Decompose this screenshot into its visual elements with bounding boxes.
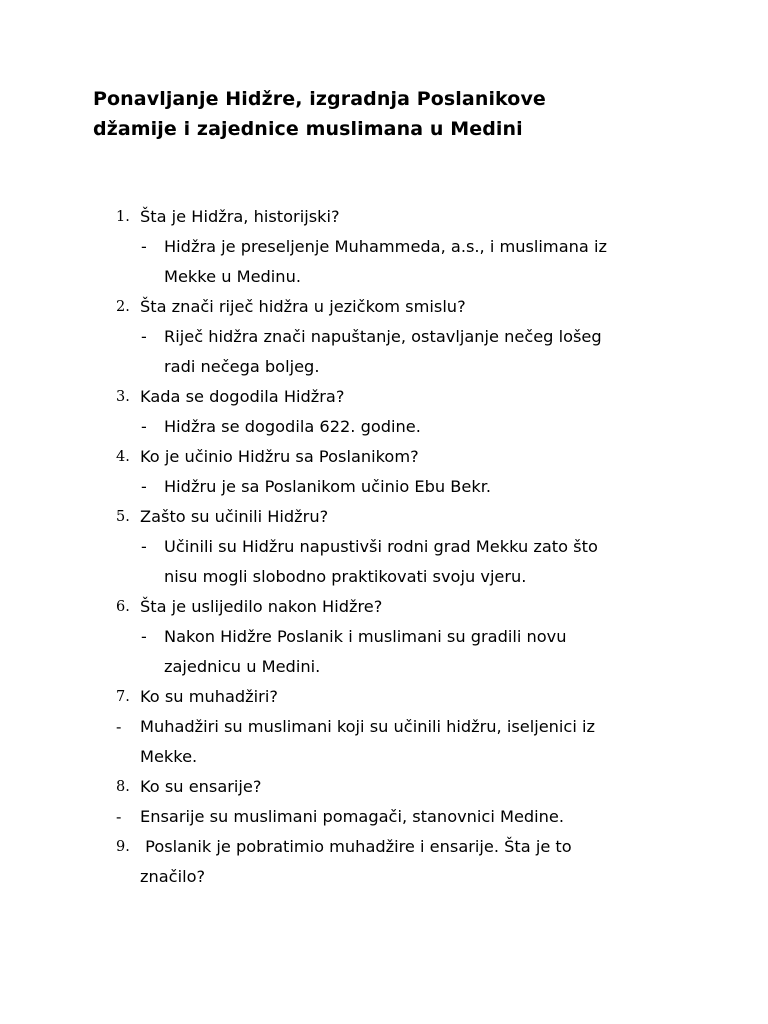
dash-bullet: - [116, 717, 122, 736]
question-text: Kada se dogodila Hidžra? [140, 387, 345, 406]
item-number: 1. [116, 209, 130, 225]
answer-line [0, 352, 768, 382]
answer-text: Hidžra se dogodila 622. godine. [164, 417, 421, 436]
answer-line [0, 232, 768, 262]
answer-text: Ensarije su muslimani pomagači, stanovnici Medine. [140, 807, 565, 826]
question-line [0, 202, 768, 232]
dash-bullet: - [116, 807, 122, 826]
dash-bullet: - [141, 417, 147, 436]
answer-text: Hidžru je sa Poslanikom učinio Ebu Bekr. [164, 477, 492, 496]
dash-bullet: - [141, 627, 147, 646]
answer-line [0, 412, 768, 442]
dash-bullet: - [141, 237, 147, 256]
answer-text: Riječ hidžra znači napuštanje, ostavljanje nečeg lošeg [164, 327, 602, 346]
item-number: 4. [116, 449, 130, 465]
item-number: 5. [116, 509, 130, 525]
answer-line [0, 262, 768, 292]
dash-bullet: - [141, 327, 147, 346]
answer-text: Mekke. [140, 747, 198, 766]
answer-text: Nakon Hidžre Poslanik i muslimani su gradili novu [164, 627, 567, 646]
question-text: značilo? [140, 867, 206, 886]
question-text: Ko su ensarije? [140, 777, 262, 796]
question-line [0, 862, 768, 892]
question-line [0, 382, 768, 412]
answer-line [0, 802, 768, 832]
document-title [93, 84, 713, 144]
answer-line [0, 562, 768, 592]
question-text: Ko su muhadžiri? [140, 687, 278, 706]
question-line [0, 292, 768, 322]
question-text: Poslanik je pobratimio muhadžire i ensarije. Šta je to [140, 837, 572, 856]
item-number: 9. [116, 839, 130, 855]
item-number: 8. [116, 779, 130, 795]
answer-line [0, 472, 768, 502]
answer-text: zajednicu u Medini. [164, 657, 321, 676]
answer-text: Mekke u Medinu. [164, 267, 301, 286]
question-text: Ko je učinio Hidžru sa Poslanikom? [140, 447, 419, 466]
question-text: Šta znači riječ hidžra u jezičkom smislu? [140, 297, 466, 316]
question-line [0, 832, 768, 862]
question-line [0, 772, 768, 802]
question-text: Šta je Hidžra, historijski? [140, 207, 340, 226]
answer-line [0, 712, 768, 742]
dash-bullet: - [141, 537, 147, 556]
answer-line [0, 652, 768, 682]
title-line-1: Ponavljanje Hidžre, izgradnja Poslanikove [93, 88, 546, 110]
answer-line [0, 742, 768, 772]
answer-text: Muhadžiri su muslimani koji su učinili hidžru, iseljenici iz [140, 717, 595, 736]
answer-text: Učinili su Hidžru napustivši rodni grad Mekku zato što [164, 537, 598, 556]
question-line [0, 442, 768, 472]
question-line [0, 682, 768, 712]
item-number: 2. [116, 299, 130, 315]
answer-text: nisu mogli slobodno praktikovati svoju vjeru. [164, 567, 527, 586]
question-line [0, 592, 768, 622]
question-text: Šta je uslijedilo nakon Hidžre? [140, 597, 383, 616]
title-line-2: džamije i zajednice muslimana u Medini [93, 118, 523, 140]
question-answer-list [0, 202, 768, 892]
question-line [0, 502, 768, 532]
answer-text: Hidžra je preseljenje Muhammeda, a.s., i muslimana iz [164, 237, 607, 256]
answer-line [0, 532, 768, 562]
answer-line [0, 622, 768, 652]
item-number: 6. [116, 599, 130, 615]
answer-text: radi nečega boljeg. [164, 357, 320, 376]
item-number: 3. [116, 389, 130, 405]
dash-bullet: - [141, 477, 147, 496]
answer-line [0, 322, 768, 352]
question-text: Zašto su učinili Hidžru? [140, 507, 329, 526]
item-number: 7. [116, 689, 130, 705]
